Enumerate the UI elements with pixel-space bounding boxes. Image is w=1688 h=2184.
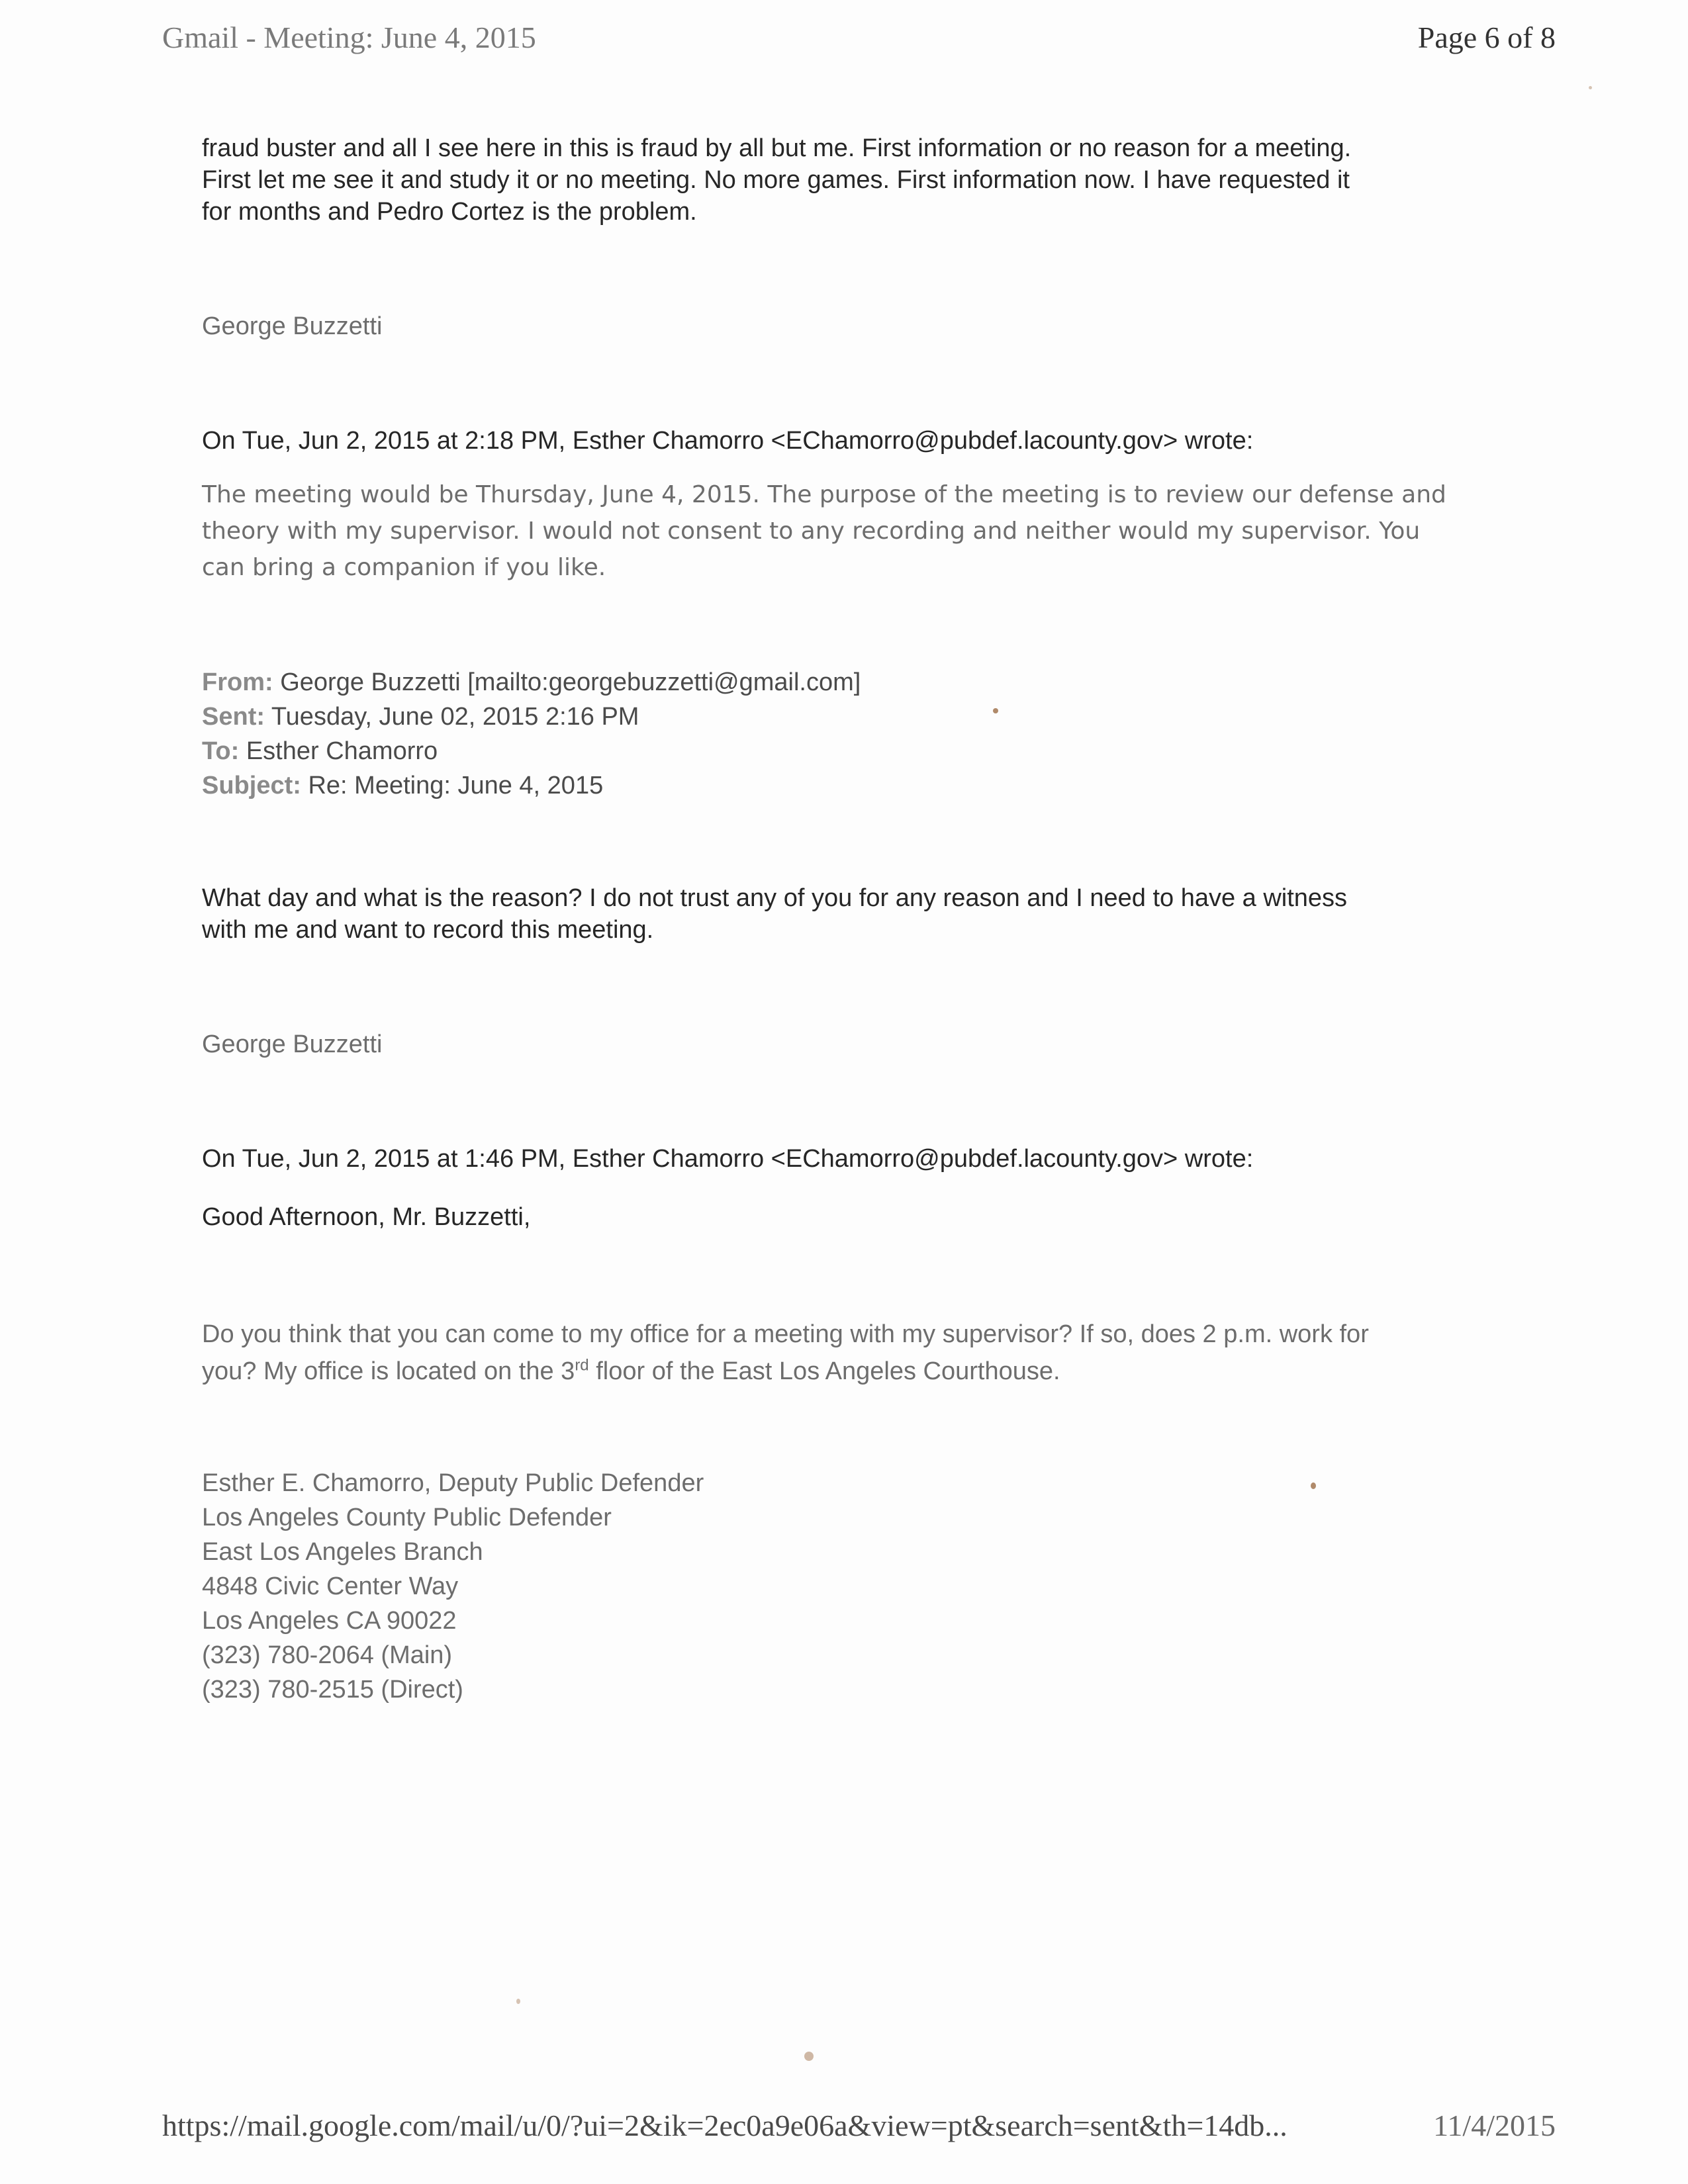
from-value: George Buzzetti [mailto:georgebuzzetti@gmail.com] bbox=[280, 668, 861, 696]
quote-attribution-2: On Tue, Jun 2, 2015 at 1:46 PM, Esther Chamorro <EChamorro@pubdef.lacounty.gov> wrote: bbox=[202, 1145, 1254, 1173]
sig-street: 4848 Civic Center Way bbox=[202, 1572, 459, 1600]
sig-city: Los Angeles CA 90022 bbox=[202, 1607, 457, 1635]
signature-george-1: George Buzzetti bbox=[202, 312, 383, 340]
sent-line bbox=[202, 700, 1493, 734]
sig-office: Los Angeles County Public Defender bbox=[202, 1504, 612, 1531]
sig-phone-main: (323) 780-2064 (Main) bbox=[202, 1641, 453, 1669]
email-body bbox=[202, 132, 1493, 1707]
quoted-line: The meeting would be Thursday, June 4, 2015. The purpose of the meeting is to review our defense and bbox=[202, 481, 1446, 508]
sent-value: Tuesday, June 02, 2015 2:16 PM bbox=[271, 703, 639, 731]
forwarded-header bbox=[202, 665, 1493, 803]
print-header-title: Gmail - Meeting: June 4, 2015 bbox=[162, 21, 536, 54]
greeting: Good Afternoon, Mr. Buzzetti, bbox=[202, 1203, 531, 1231]
opening-line: for months and Pedro Cortez is the problem. bbox=[202, 198, 697, 226]
subject-value: Re: Meeting: June 4, 2015 bbox=[308, 772, 604, 799]
sig-branch: East Los Angeles Branch bbox=[202, 1538, 483, 1566]
to-label: To: bbox=[202, 737, 240, 765]
scan-speck bbox=[1311, 1482, 1316, 1489]
print-footer-date: 11/4/2015 bbox=[1433, 2109, 1556, 2142]
reply-message bbox=[202, 882, 1493, 946]
opening-paragraph bbox=[202, 132, 1493, 228]
request-text: you? My office is located on the 3 bbox=[202, 1357, 575, 1385]
from-label: From: bbox=[202, 668, 273, 696]
to-value: Esther Chamorro bbox=[246, 737, 438, 765]
request-line-with-superscript bbox=[202, 1353, 1493, 1390]
reply-line: What day and what is the reason? I do not trust any of you for any reason and I need to have a witness bbox=[202, 884, 1348, 912]
reply-line: with me and want to record this meeting. bbox=[202, 916, 654, 944]
subject-line bbox=[202, 768, 1493, 803]
request-line: Do you think that you can come to my office for a meeting with my supervisor? If so, does 2 p.m. work for bbox=[202, 1320, 1369, 1348]
quoted-line: theory with my supervisor. I would not consent to any recording and neither would my supervisor. You bbox=[202, 518, 1421, 545]
opening-line: First let me see it and study it or no meeting. No more games. First information now. I have requested it bbox=[202, 166, 1350, 194]
scan-speck bbox=[993, 708, 998, 713]
print-header-page-number: Page 6 of 8 bbox=[1417, 21, 1556, 54]
sig-name-title: Esther E. Chamorro, Deputy Public Defender bbox=[202, 1469, 704, 1497]
signature-george-2: George Buzzetti bbox=[202, 1030, 383, 1058]
ordinal-suffix: rd bbox=[575, 1356, 589, 1375]
sig-phone-direct: (323) 780-2515 (Direct) bbox=[202, 1676, 463, 1704]
from-line bbox=[202, 665, 1493, 700]
scan-speck bbox=[1589, 86, 1592, 89]
quoted-line: can bring a companion if you like. bbox=[202, 554, 606, 581]
to-line bbox=[202, 734, 1493, 768]
sent-label: Sent: bbox=[202, 703, 265, 731]
meeting-request bbox=[202, 1316, 1493, 1390]
quoted-message-1 bbox=[202, 477, 1493, 586]
subject-label: Subject: bbox=[202, 772, 301, 799]
sender-signature-block bbox=[202, 1466, 1493, 1707]
print-footer-url: https://mail.google.com/mail/u/0/?ui=2&ik=2ec0a9e06a&view=pt&search=sent&th=14db... bbox=[162, 2109, 1288, 2142]
opening-line: fraud buster and all I see here in this is fraud by all but me. First information or no reason for a meeting. bbox=[202, 134, 1352, 162]
quote-attribution-1: On Tue, Jun 2, 2015 at 2:18 PM, Esther Chamorro <EChamorro@pubdef.lacounty.gov> wrote: bbox=[202, 427, 1254, 455]
request-text: floor of the East Los Angeles Courthouse. bbox=[588, 1357, 1060, 1385]
scan-speck bbox=[804, 2052, 814, 2061]
scan-speck bbox=[516, 1999, 520, 2004]
